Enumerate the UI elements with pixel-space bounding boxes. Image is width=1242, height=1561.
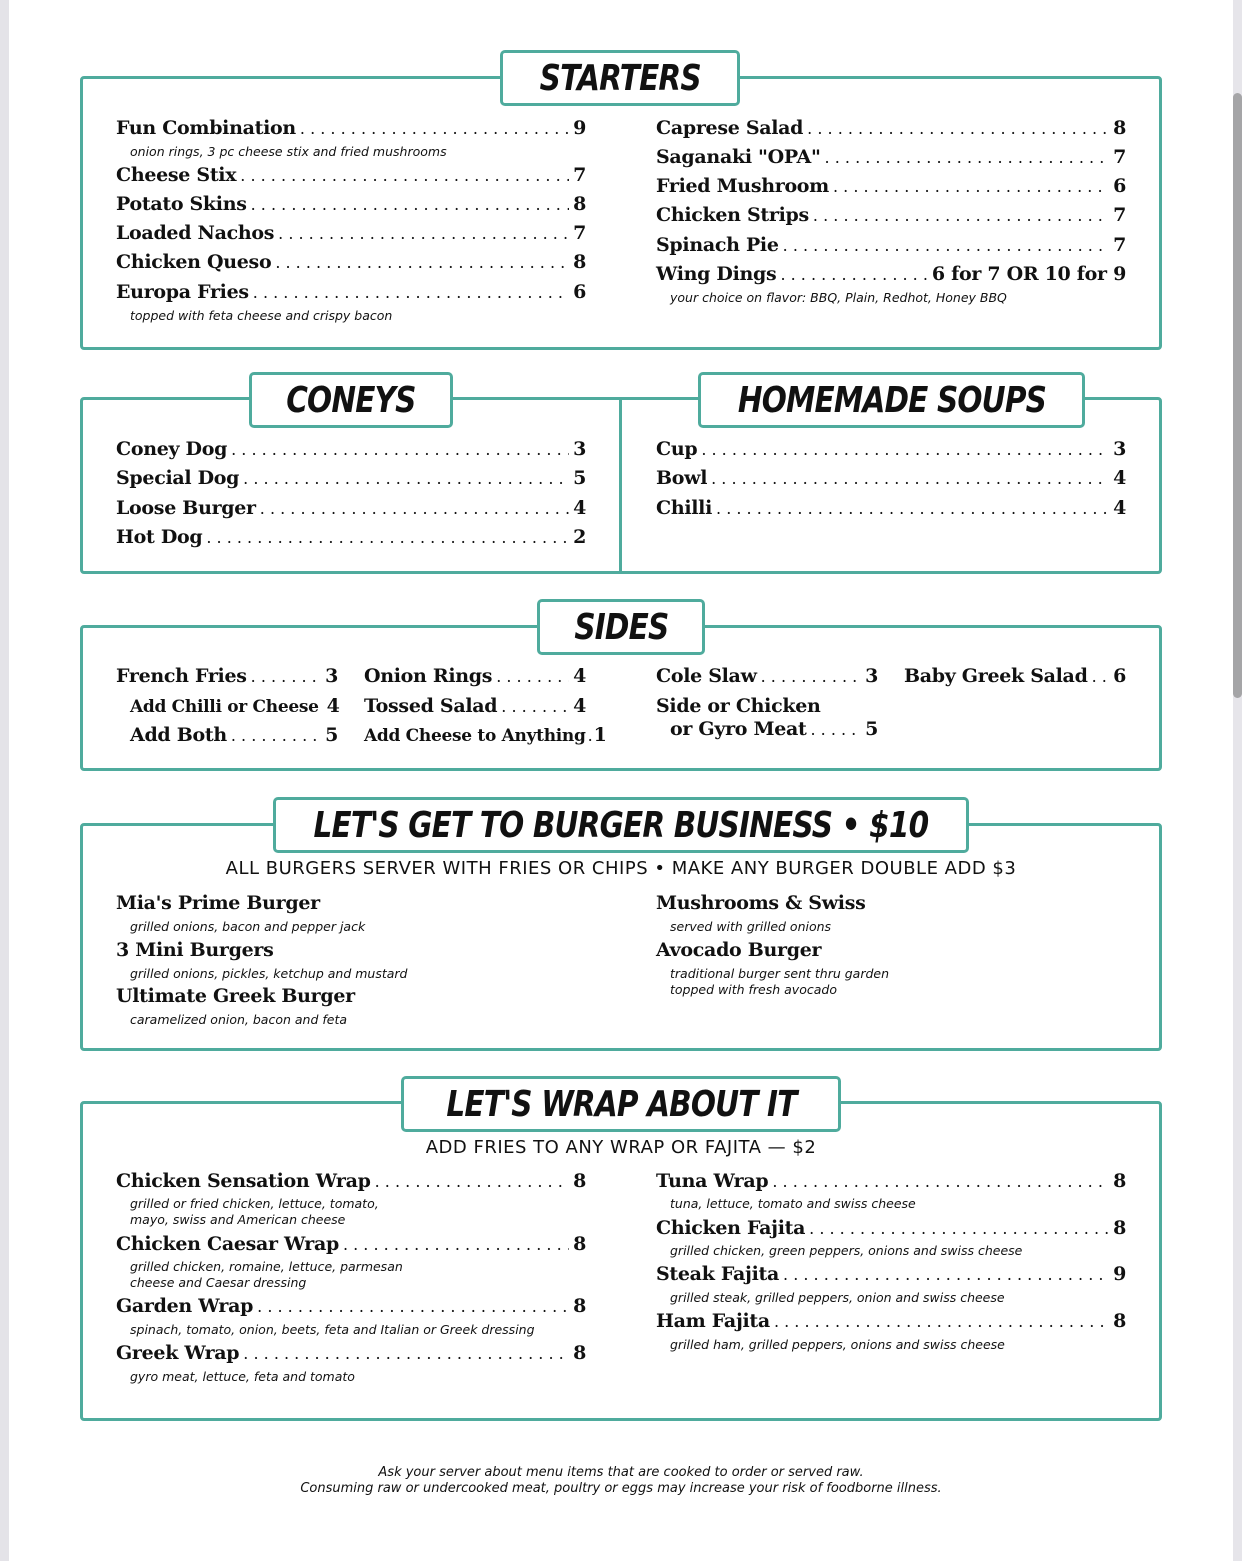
menu-item: or Gyro Meat . . . 5 bbox=[670, 718, 878, 740]
menu-item: Cheese Stix . . . 7 bbox=[116, 164, 586, 186]
menu-item: Wing Dings . . . 6 for 7 OR 10 for 9 bbox=[656, 263, 1126, 285]
menu-item: Saganaki "OPA" . . . 7 bbox=[656, 146, 1126, 168]
menu-item: Chicken Sensation Wrap . . . 8 bbox=[116, 1170, 586, 1192]
menu-item: Cup . . . 3 bbox=[656, 438, 1126, 460]
starters-title: STARTERS bbox=[539, 57, 701, 99]
menu-item: Potato Skins . . . 8 bbox=[116, 193, 586, 215]
menu-item: Tossed Salad . . . 4 bbox=[364, 695, 586, 717]
menu-item: Tuna Wrap . . . 8 bbox=[656, 1170, 1126, 1192]
item-description: grilled chicken, green peppers, onions and swiss cheese bbox=[670, 1243, 1023, 1258]
menu-item: Add Cheese to Anything . . . 1 bbox=[364, 724, 586, 746]
item-description: gyro meat, lettuce, feta and tomato bbox=[130, 1369, 355, 1384]
menu-item: Caprese Salad . . . 8 bbox=[656, 117, 1126, 139]
soups-title: HOMEMADE SOUPS bbox=[737, 379, 1046, 421]
item-description: your choice on flavor: BBQ, Plain, Redhot, Honey BBQ bbox=[670, 290, 1007, 305]
item-description: onion rings, 3 pc cheese stix and fried mushrooms bbox=[130, 144, 447, 159]
footer-disclaimer-line-1: Ask your server about menu items that are cooked to order or served raw. bbox=[378, 1465, 864, 1480]
item-description: topped with feta cheese and crispy bacon bbox=[130, 308, 393, 323]
menu-item: Chicken Caesar Wrap . . . 8 bbox=[116, 1233, 586, 1255]
section-divider bbox=[619, 397, 622, 574]
menu-item: Chicken Fajita . . . 8 bbox=[656, 1217, 1126, 1239]
menu-item: Loose Burger . . . 4 bbox=[116, 497, 586, 519]
menu-page bbox=[9, 0, 1233, 1561]
menu-item: Cole Slaw . . . 3 bbox=[656, 665, 878, 687]
item-description: caramelized onion, bacon and feta bbox=[130, 1012, 348, 1027]
item-description: grilled steak, grilled peppers, onion and swiss cheese bbox=[670, 1290, 1005, 1305]
burgers-header bbox=[273, 797, 969, 853]
item-description: served with grilled onions bbox=[670, 919, 832, 934]
item-description: spinach, tomato, onion, beets, feta and Italian or Greek dressing bbox=[130, 1322, 535, 1337]
item-description: grilled onions, bacon and pepper jack bbox=[130, 919, 366, 934]
menu-item: Ham Fajita . . . 8 bbox=[656, 1310, 1126, 1332]
item-description: traditional burger sent thru garden bbox=[670, 966, 890, 981]
menu-item: Steak Fajita . . . 9 bbox=[656, 1263, 1126, 1285]
menu-item: Add Chilli or Cheese 4 bbox=[130, 695, 340, 717]
burgers-title: LET'S GET TO BURGER BUSINESS • $10 bbox=[313, 804, 929, 846]
item-description: grilled onions, pickles, ketchup and mustard bbox=[130, 966, 408, 981]
wraps-header bbox=[401, 1076, 841, 1132]
burger-name: 3 Mini Burgers bbox=[116, 939, 274, 961]
side-item-name: Side or Chicken bbox=[656, 695, 821, 717]
item-description: grilled ham, grilled peppers, onions and swiss cheese bbox=[670, 1337, 1005, 1352]
footer-disclaimer-line-2: Consuming raw or undercooked meat, poultry or eggs may increase your risk of foodborne illness. bbox=[300, 1481, 942, 1496]
menu-item: Garden Wrap . . . 8 bbox=[116, 1295, 586, 1317]
menu-item: Hot Dog . . . 2 bbox=[116, 526, 586, 548]
menu-item: Chilli . . . 4 bbox=[656, 497, 1126, 519]
scrollbar-thumb[interactable] bbox=[1233, 93, 1242, 698]
menu-item: Loaded Nachos . . . 7 bbox=[116, 222, 586, 244]
soups-header bbox=[698, 372, 1085, 428]
item-description: topped with fresh avocado bbox=[670, 982, 837, 997]
item-description: grilled or fried chicken, lettuce, tomato, bbox=[130, 1196, 379, 1211]
menu-item: Europa Fries . . . 6 bbox=[116, 281, 586, 303]
menu-item: Coney Dog . . . 3 bbox=[116, 438, 586, 460]
menu-item: Fun Combination . . . 9 bbox=[116, 117, 586, 139]
wraps-title: LET'S WRAP ABOUT IT bbox=[445, 1083, 797, 1125]
menu-item: Add Both . . . 5 bbox=[130, 724, 338, 746]
burger-name: Ultimate Greek Burger bbox=[116, 985, 355, 1007]
menu-item: Fried Mushroom . . . 6 bbox=[656, 175, 1126, 197]
coneys-header bbox=[249, 372, 453, 428]
menu-item: Spinach Pie . . . 7 bbox=[656, 234, 1126, 256]
wraps-subtitle: ADD FRIES TO ANY WRAP OR FAJITA — $2 bbox=[425, 1137, 817, 1158]
burger-name: Mia's Prime Burger bbox=[116, 892, 320, 914]
item-description: tuna, lettuce, tomato and swiss cheese bbox=[670, 1196, 916, 1211]
menu-item: Onion Rings . . . 4 bbox=[364, 665, 586, 687]
sides-header bbox=[537, 599, 705, 655]
menu-item: Chicken Queso . . . 8 bbox=[116, 251, 586, 273]
sides-title: SIDES bbox=[573, 606, 669, 648]
burger-name: Mushrooms & Swiss bbox=[656, 892, 866, 914]
menu-item: Special Dog . . . 5 bbox=[116, 467, 586, 489]
item-description: mayo, swiss and American cheese bbox=[130, 1212, 346, 1227]
coneys-title: CONEYS bbox=[286, 379, 416, 421]
starters-header bbox=[500, 50, 740, 106]
menu-item: Chicken Strips . . . 7 bbox=[656, 204, 1126, 226]
menu-item: Greek Wrap . . . 8 bbox=[116, 1342, 586, 1364]
menu-item: Bowl . . . 4 bbox=[656, 467, 1126, 489]
menu-item: French Fries . . . 3 bbox=[116, 665, 338, 687]
item-description: cheese and Caesar dressing bbox=[130, 1275, 307, 1290]
item-description: grilled chicken, romaine, lettuce, parmesan bbox=[130, 1259, 403, 1274]
burgers-subtitle: ALL BURGERS SERVER WITH FRIES OR CHIPS • MAKE ANY BURGER DOUBLE ADD $3 bbox=[225, 858, 1017, 879]
menu-item: Baby Greek Salad . . . 6 bbox=[904, 665, 1126, 687]
burger-name: Avocado Burger bbox=[656, 939, 822, 961]
